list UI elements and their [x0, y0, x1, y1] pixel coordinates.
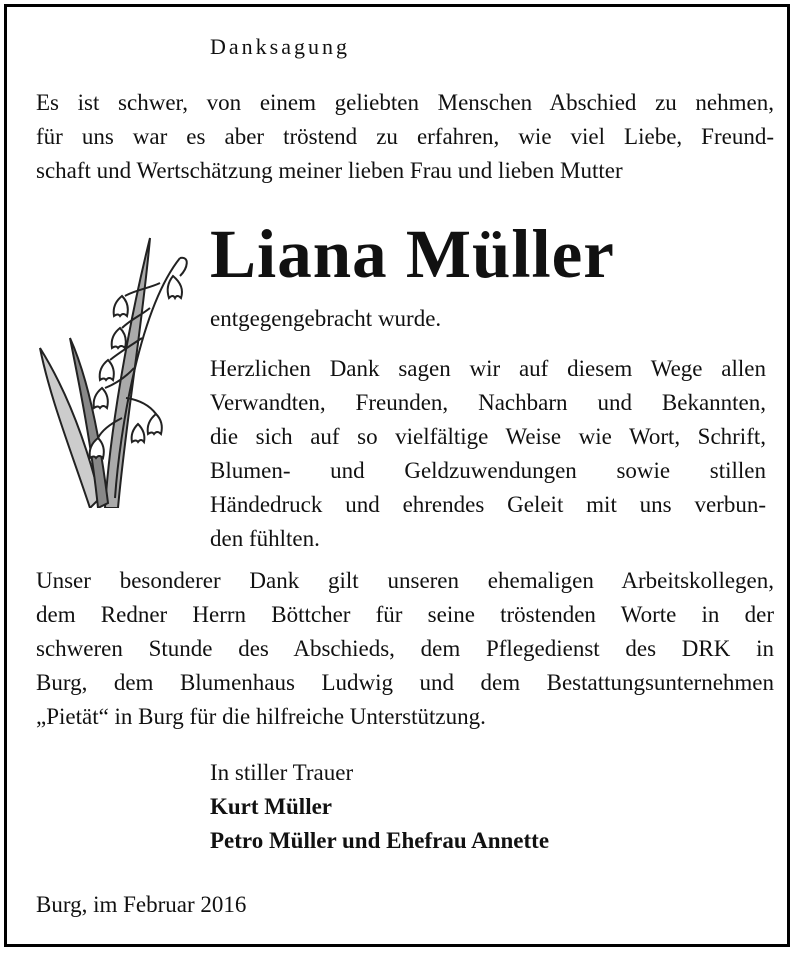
notice-title: Danksagung [210, 34, 350, 59]
special-thanks-line: dem Redner Herrn Böttcher für seine tröstenden Worte in der [36, 602, 774, 627]
place-date: Burg, im Februar 2016 [36, 892, 247, 917]
special-thanks-paragraph [36, 564, 774, 734]
thanks-line: Händedruck und ehrendes Geleit mit uns verbun- [210, 492, 766, 517]
thanks-line: den fühlten. [210, 526, 320, 551]
special-thanks-line: schweren Stunde des Abschieds, dem Pflegedienst des DRK in [36, 636, 774, 661]
intro-line: schaft und Wertschätzung meiner lieben Frau und lieben Mutter [36, 158, 623, 183]
thanks-paragraph [210, 352, 766, 556]
special-thanks-line: „Pietät“ in Burg für die hilfreiche Unterstützung. [36, 704, 486, 729]
mourning-line: In stiller Trauer [210, 760, 354, 785]
intro-line: Es ist schwer, von einem geliebten Menschen Abschied zu nehmen, [36, 90, 774, 115]
intro-paragraph [36, 86, 774, 188]
thanks-line: Herzlichen Dank sagen wir auf diesem Wege allen [210, 356, 766, 381]
signatory-name: Kurt Müller [210, 794, 332, 819]
special-thanks-line: Unser besonderer Dank gilt unseren ehemaligen Arbeitskollegen, [36, 568, 774, 593]
deceased-name: Liana Müller [210, 216, 615, 292]
special-thanks-line: Burg, dem Blumenhaus Ludwig und dem Bestattungsunternehmen [36, 670, 774, 695]
thanks-line: die sich auf so vielfältige Weise wie Wort, Schrift, [210, 424, 766, 449]
thanks-line: Verwandten, Freunden, Nachbarn und Bekannten, [210, 390, 766, 415]
received-line: entgegengebracht wurde. [210, 306, 442, 331]
intro-line: für uns war es aber tröstend zu erfahren, wie viel Liebe, Freund- [36, 124, 774, 149]
signatory-name: Petro Müller und Ehefrau Annette [210, 828, 550, 853]
lily-of-the-valley-icon [30, 228, 200, 508]
thanks-line: Blumen- und Geldzuwendungen sowie stillen [210, 458, 766, 483]
